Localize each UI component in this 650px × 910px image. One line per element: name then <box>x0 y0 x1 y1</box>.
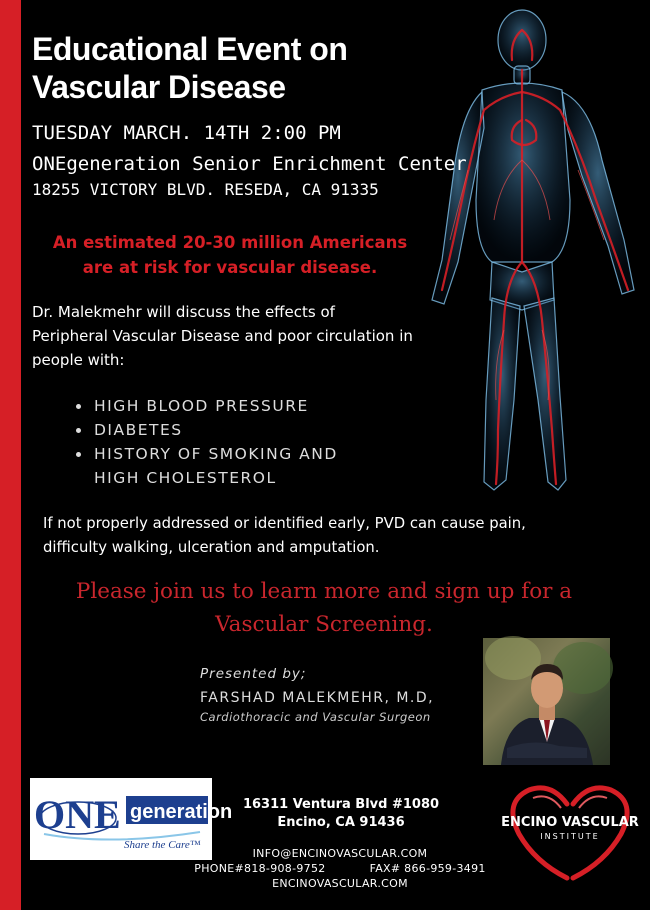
presenter-name: FARSHAD MALEKMEHR, M.D, <box>200 690 435 706</box>
condition-item: DIABETES <box>74 418 338 442</box>
condition-item: HIGH BLOOD PRESSURE <box>74 394 338 418</box>
presenter-role: Cardiothoracic and Vascular Surgeon <box>200 710 431 724</box>
event-title-line-2: Vascular Disease <box>32 69 286 105</box>
event-title <box>32 30 347 106</box>
evi-sub: INSTITUTE <box>540 832 600 841</box>
evi-name: ENCINO VASCULAR <box>501 815 639 830</box>
clinic-city: Encino, CA 91436 <box>277 815 405 830</box>
event-address: 18255 VICTORY BLVD. RESEDA, CA 91335 <box>32 180 379 199</box>
warning-line-2: difficulty walking, ulceration and amputation. <box>43 539 380 556</box>
contact-info <box>140 846 540 891</box>
call-to-action <box>24 575 624 641</box>
call-to-action-line-2: Vascular Screening. <box>215 612 433 637</box>
clinic-street: 16311 Ventura Blvd #1080 <box>242 797 440 812</box>
left-accent-bar <box>0 0 21 910</box>
condition-item-line-1: HISTORY OF SMOKING AND <box>94 445 338 463</box>
conditions-list <box>74 394 338 490</box>
encino-vascular-logo <box>495 782 645 882</box>
intro-line-3: people with: <box>32 351 125 369</box>
risk-line-1: An estimated 20-30 million Americans <box>52 233 408 252</box>
contact-website[interactable]: ENCINOVASCULAR.COM <box>272 877 408 890</box>
event-date: TUESDAY MARCH. 14TH 2:00 PM <box>32 122 341 144</box>
risk-statement <box>30 230 430 280</box>
vascular-anatomy-figure <box>420 0 650 520</box>
logo-one-big: ONE <box>34 792 121 837</box>
warning-paragraph <box>43 512 643 560</box>
logo-one-small: generation <box>130 801 233 823</box>
event-title-line-1: Educational Event on <box>32 31 348 67</box>
presenter-block <box>200 666 434 724</box>
contact-email[interactable]: INFO@ENCINOVASCULAR.COM <box>252 847 428 860</box>
intro-line-1: Dr. Malekmehr will discuss the effects of <box>32 303 335 321</box>
contact-phone[interactable]: PHONE#818-908-9752 <box>194 862 326 875</box>
logo-one-tagline: Share the Care™ <box>124 839 201 851</box>
warning-line-1: If not properly addressed or identified early, PVD can cause pain, <box>43 515 526 532</box>
condition-item <box>74 442 338 490</box>
presented-by-label: Presented by; <box>200 666 307 682</box>
event-venue: ONEgeneration Senior Enrichment Center <box>32 153 467 175</box>
condition-item-line-2: HIGH CHOLESTEROL <box>94 469 277 487</box>
intro-line-2: Peripheral Vascular Disease and poor circulation in <box>32 327 413 345</box>
presenter-photo <box>483 638 610 765</box>
risk-line-2: are at risk for vascular disease. <box>82 258 378 277</box>
intro-paragraph <box>32 300 462 372</box>
contact-fax: FAX# 866-959-3491 <box>369 862 486 875</box>
call-to-action-line-1: Please join us to learn more and sign up for a <box>75 579 573 604</box>
